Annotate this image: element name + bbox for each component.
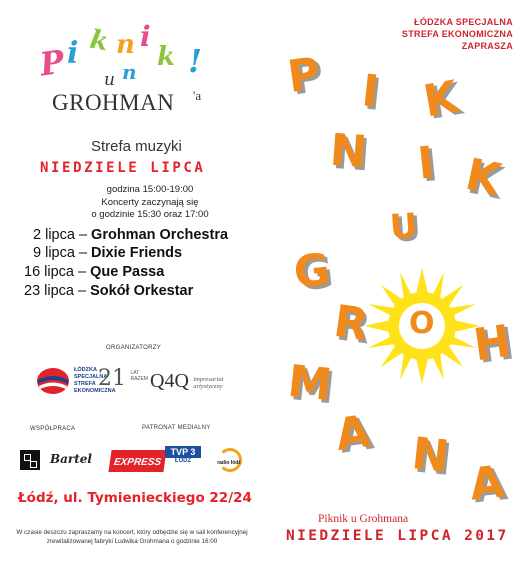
media-label: PATRONAT MEDIALNY: [142, 425, 211, 431]
big-letter: U: [388, 206, 419, 248]
logo-letter-n: n: [116, 30, 135, 60]
lsse-invite-line-1: ŁÓDZKA SPECJALNA: [414, 17, 513, 27]
big-letter: P: [284, 48, 324, 104]
sponsor-tvp-sub: ŁÓDŹ: [174, 458, 192, 464]
rain-note-line-2: zrewitalizowanej fabryki Ludwika Grohmana o godzinie 16:00: [46, 538, 218, 545]
sponsor-logo-black-mark: [24, 454, 31, 461]
lsse-logo-text: ŁÓDZKA SPECJALNA STREFA EKONOMICZNA: [74, 367, 116, 394]
anniversary-sub: LAT RAZEM: [130, 370, 148, 382]
rain-note-line-1: W czasie deszczu zapraszamy na koncert, który odbędzie się w sali konferencyjnej: [16, 529, 248, 536]
lsse-logo-icon: [36, 366, 70, 396]
logo-letter-p: P: [37, 42, 67, 84]
sponsor-express-text: EXPRESS: [113, 457, 162, 468]
big-letter: I: [415, 137, 437, 190]
strefa-muzyki: Strefa muzyki: [91, 138, 182, 155]
concert-date: 16 lipca –: [24, 264, 87, 280]
concert-item: [24, 283, 193, 299]
big-letter: K: [419, 71, 463, 128]
big-letter: N: [328, 124, 369, 179]
lsse-invite: [402, 16, 513, 52]
q4q-logo: [150, 370, 229, 393]
logo-letter-u: u: [104, 70, 115, 90]
logo-letter-i: i: [67, 36, 79, 71]
logo-suffix: 'a: [193, 88, 202, 103]
concert-band: Dixie Friends: [91, 245, 183, 261]
logo-letter-k: k: [87, 24, 111, 58]
niedziele-lipca-left: NIEDZIELE LIPCA: [40, 160, 206, 176]
logo-letter-i2: i: [140, 20, 151, 53]
hours-line-1: godzina 15:00-19:00: [106, 184, 194, 195]
concert-item: [33, 245, 182, 261]
sponsor-logo-black: [20, 450, 40, 470]
concert-band: Que Passa: [90, 264, 165, 280]
concert-date: 23 lipca –: [24, 283, 87, 299]
logo-grohman: GROHMAN: [52, 90, 175, 115]
big-letter: R: [330, 295, 372, 352]
concert-band: Sokół Orkestar: [90, 283, 194, 299]
anniversary-mark: [98, 366, 146, 391]
sponsor-express: [108, 450, 166, 472]
hours-line-3: o godzinie 15:30 oraz 17:00: [91, 209, 209, 220]
big-letter: I: [359, 65, 382, 118]
sponsor-tvp: [165, 446, 201, 464]
hours-line-2: Koncerty zaczynają się: [101, 196, 199, 208]
q4q-sub: impresariat artystyczny: [193, 375, 224, 390]
sponsor-tvp-text: TVP 3: [165, 446, 201, 458]
big-letter: A: [332, 405, 374, 462]
sponsor-radio: [216, 448, 242, 470]
subtitle-right: Piknik u Grohmana: [318, 513, 409, 525]
sponsor-bartel: [50, 450, 92, 468]
sponsor-bartel-text: Bartel: [50, 452, 92, 466]
big-letter: K: [461, 149, 506, 206]
logo-letter-n-small: n: [122, 60, 137, 84]
sponsor-radio-text: radio łódź: [217, 460, 241, 466]
address: Łódź, ul. Tymienieckiego 22/24: [18, 490, 252, 506]
concert-item: [33, 227, 228, 243]
q4q-text: Q4Q: [150, 370, 189, 392]
sun-letter-o: O: [409, 306, 435, 341]
sponsor-logo-black-mark: [30, 461, 37, 468]
rain-note: [2, 528, 262, 546]
lsse-invite-line-2: STREFA EKONOMICZNA: [401, 29, 513, 39]
big-letter: N: [409, 428, 452, 483]
logo-letter-excl: !: [188, 42, 203, 80]
logo-letter-k2: k: [157, 42, 176, 72]
concert-date: 2 lipca –: [33, 227, 88, 243]
concert-date: 9 lipca –: [33, 245, 88, 261]
lsse-invite-line-3: ZAPRASZA: [461, 41, 513, 51]
concert-band: Grohman Orchestra: [91, 227, 229, 243]
cooperation-label: WSPÓŁPRACA: [30, 426, 76, 432]
big-letter: A: [467, 456, 507, 511]
concert-item: [24, 264, 164, 280]
big-letter: G: [291, 244, 333, 299]
big-letter: H: [470, 315, 515, 372]
anniversary-number: 21: [98, 366, 126, 391]
niedziele-lipca-right: NIEDZIELE LIPCA 2017: [286, 528, 509, 544]
big-letter: M: [285, 355, 335, 412]
organizers-label: ORGANIZATORZY: [106, 345, 162, 351]
hours-block: [70, 184, 230, 222]
